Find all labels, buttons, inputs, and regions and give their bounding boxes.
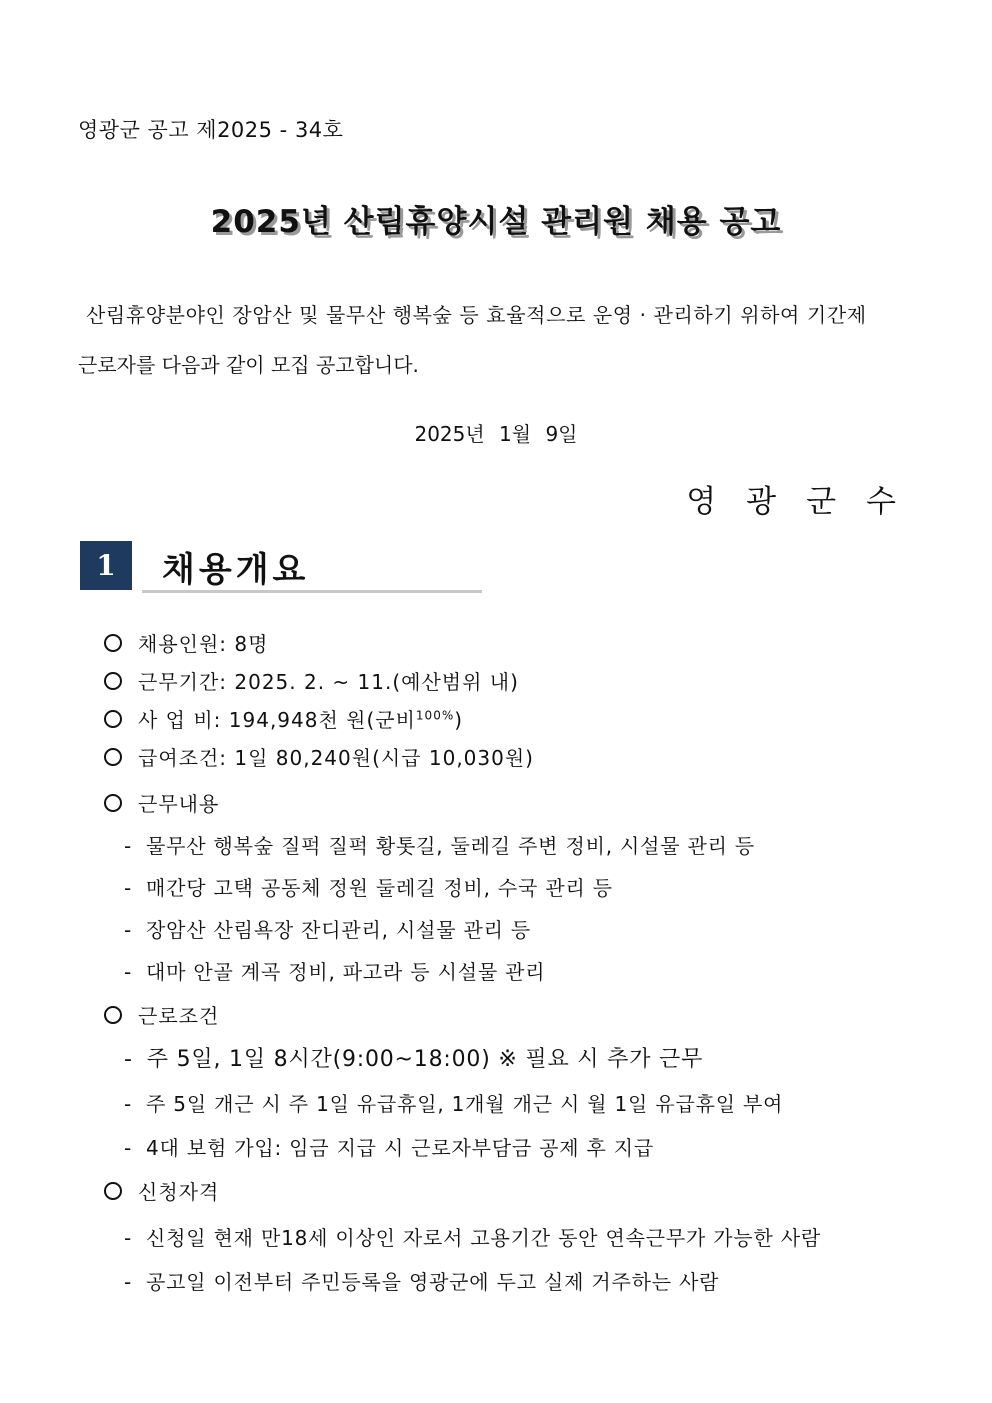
condition-item: - 4대 보험 가입: 임금 지급 시 근로자부담금 공제 후 지급: [124, 1136, 655, 1160]
item-pay-text: 급여조건: 1일 80,240원(시급 10,030원): [138, 746, 534, 770]
eligibility-item: - 신청일 현재 만18세 이상인 자로서 고용기간 동안 연속근무가 가능한 사람: [124, 1226, 821, 1250]
duties-head-text: 근무내용: [138, 792, 220, 816]
signer-name: 영광군수: [686, 484, 926, 520]
item-headcount-text: 채용인원: 8명: [138, 632, 269, 656]
circle-bullet-icon: [104, 672, 122, 690]
eligibility-item: - 공고일 이전부터 주민등록을 영광군에 두고 실제 거주하는 사람: [124, 1270, 720, 1294]
item-period: [104, 666, 519, 695]
circle-bullet-icon: [104, 710, 122, 728]
notice-number: 영광군 공고 제2025 - 34호: [78, 118, 344, 142]
item-pay: [104, 742, 534, 771]
circle-bullet-icon: [104, 634, 122, 652]
duty-item: - 물무산 행복숲 질퍽 질퍽 황톳길, 둘레길 주변 정비, 시설물 관리 등: [124, 834, 756, 858]
section-title: 채용개요: [162, 550, 310, 590]
budget-close-paren: ): [454, 708, 464, 732]
duty-item: - 대마 안골 계곡 정비, 파고라 등 시설물 관리: [124, 960, 546, 984]
page-title: 2025년 산림휴양시설 관리원 채용 공고: [210, 204, 782, 240]
intro-line-1: 산림휴양분야인 장암산 및 물무산 행복숲 등 효율적으로 운영 · 관리하기 위하여 기간제: [86, 303, 867, 327]
section-number-badge: 1: [80, 541, 132, 590]
item-eligibility-head: [104, 1176, 219, 1205]
section-underline: [142, 590, 482, 593]
budget-superscript: 100%: [415, 708, 455, 723]
item-budget: [104, 704, 463, 733]
circle-bullet-icon: [104, 748, 122, 766]
intro-line-2: 근로자를 다음과 같이 모집 공고합니다.: [78, 353, 419, 377]
condition-item: - 주 5일 개근 시 주 1일 유급휴일, 1개월 개근 시 월 1일 유급휴일 부여: [124, 1092, 784, 1116]
condition-item: - 주 5일, 1일 8시간(9:00~18:00) ※ 필요 시 추가 근무: [124, 1047, 704, 1072]
notice-date: 2025년 1월 9일: [414, 422, 578, 446]
conditions-head-text: 근로조건: [138, 1004, 220, 1028]
circle-bullet-icon: [104, 1006, 122, 1024]
circle-bullet-icon: [104, 1182, 122, 1200]
duty-item: - 매간당 고택 공동체 정원 둘레길 정비, 수국 관리 등: [124, 876, 613, 900]
item-duties-head: [104, 788, 219, 817]
intro-paragraph: [78, 290, 918, 390]
item-conditions-head: [104, 1000, 219, 1029]
duty-item: - 장암산 산림욕장 잔디관리, 시설물 관리 등: [124, 918, 532, 942]
item-period-text: 근무기간: 2025. 2. ~ 11.(예산범위 내): [138, 670, 519, 694]
item-budget-text: 사 업 비: 194,948천 원(군비: [138, 708, 416, 732]
circle-bullet-icon: [104, 794, 122, 812]
item-headcount: [104, 628, 268, 657]
eligibility-head-text: 신청자격: [138, 1180, 220, 1204]
